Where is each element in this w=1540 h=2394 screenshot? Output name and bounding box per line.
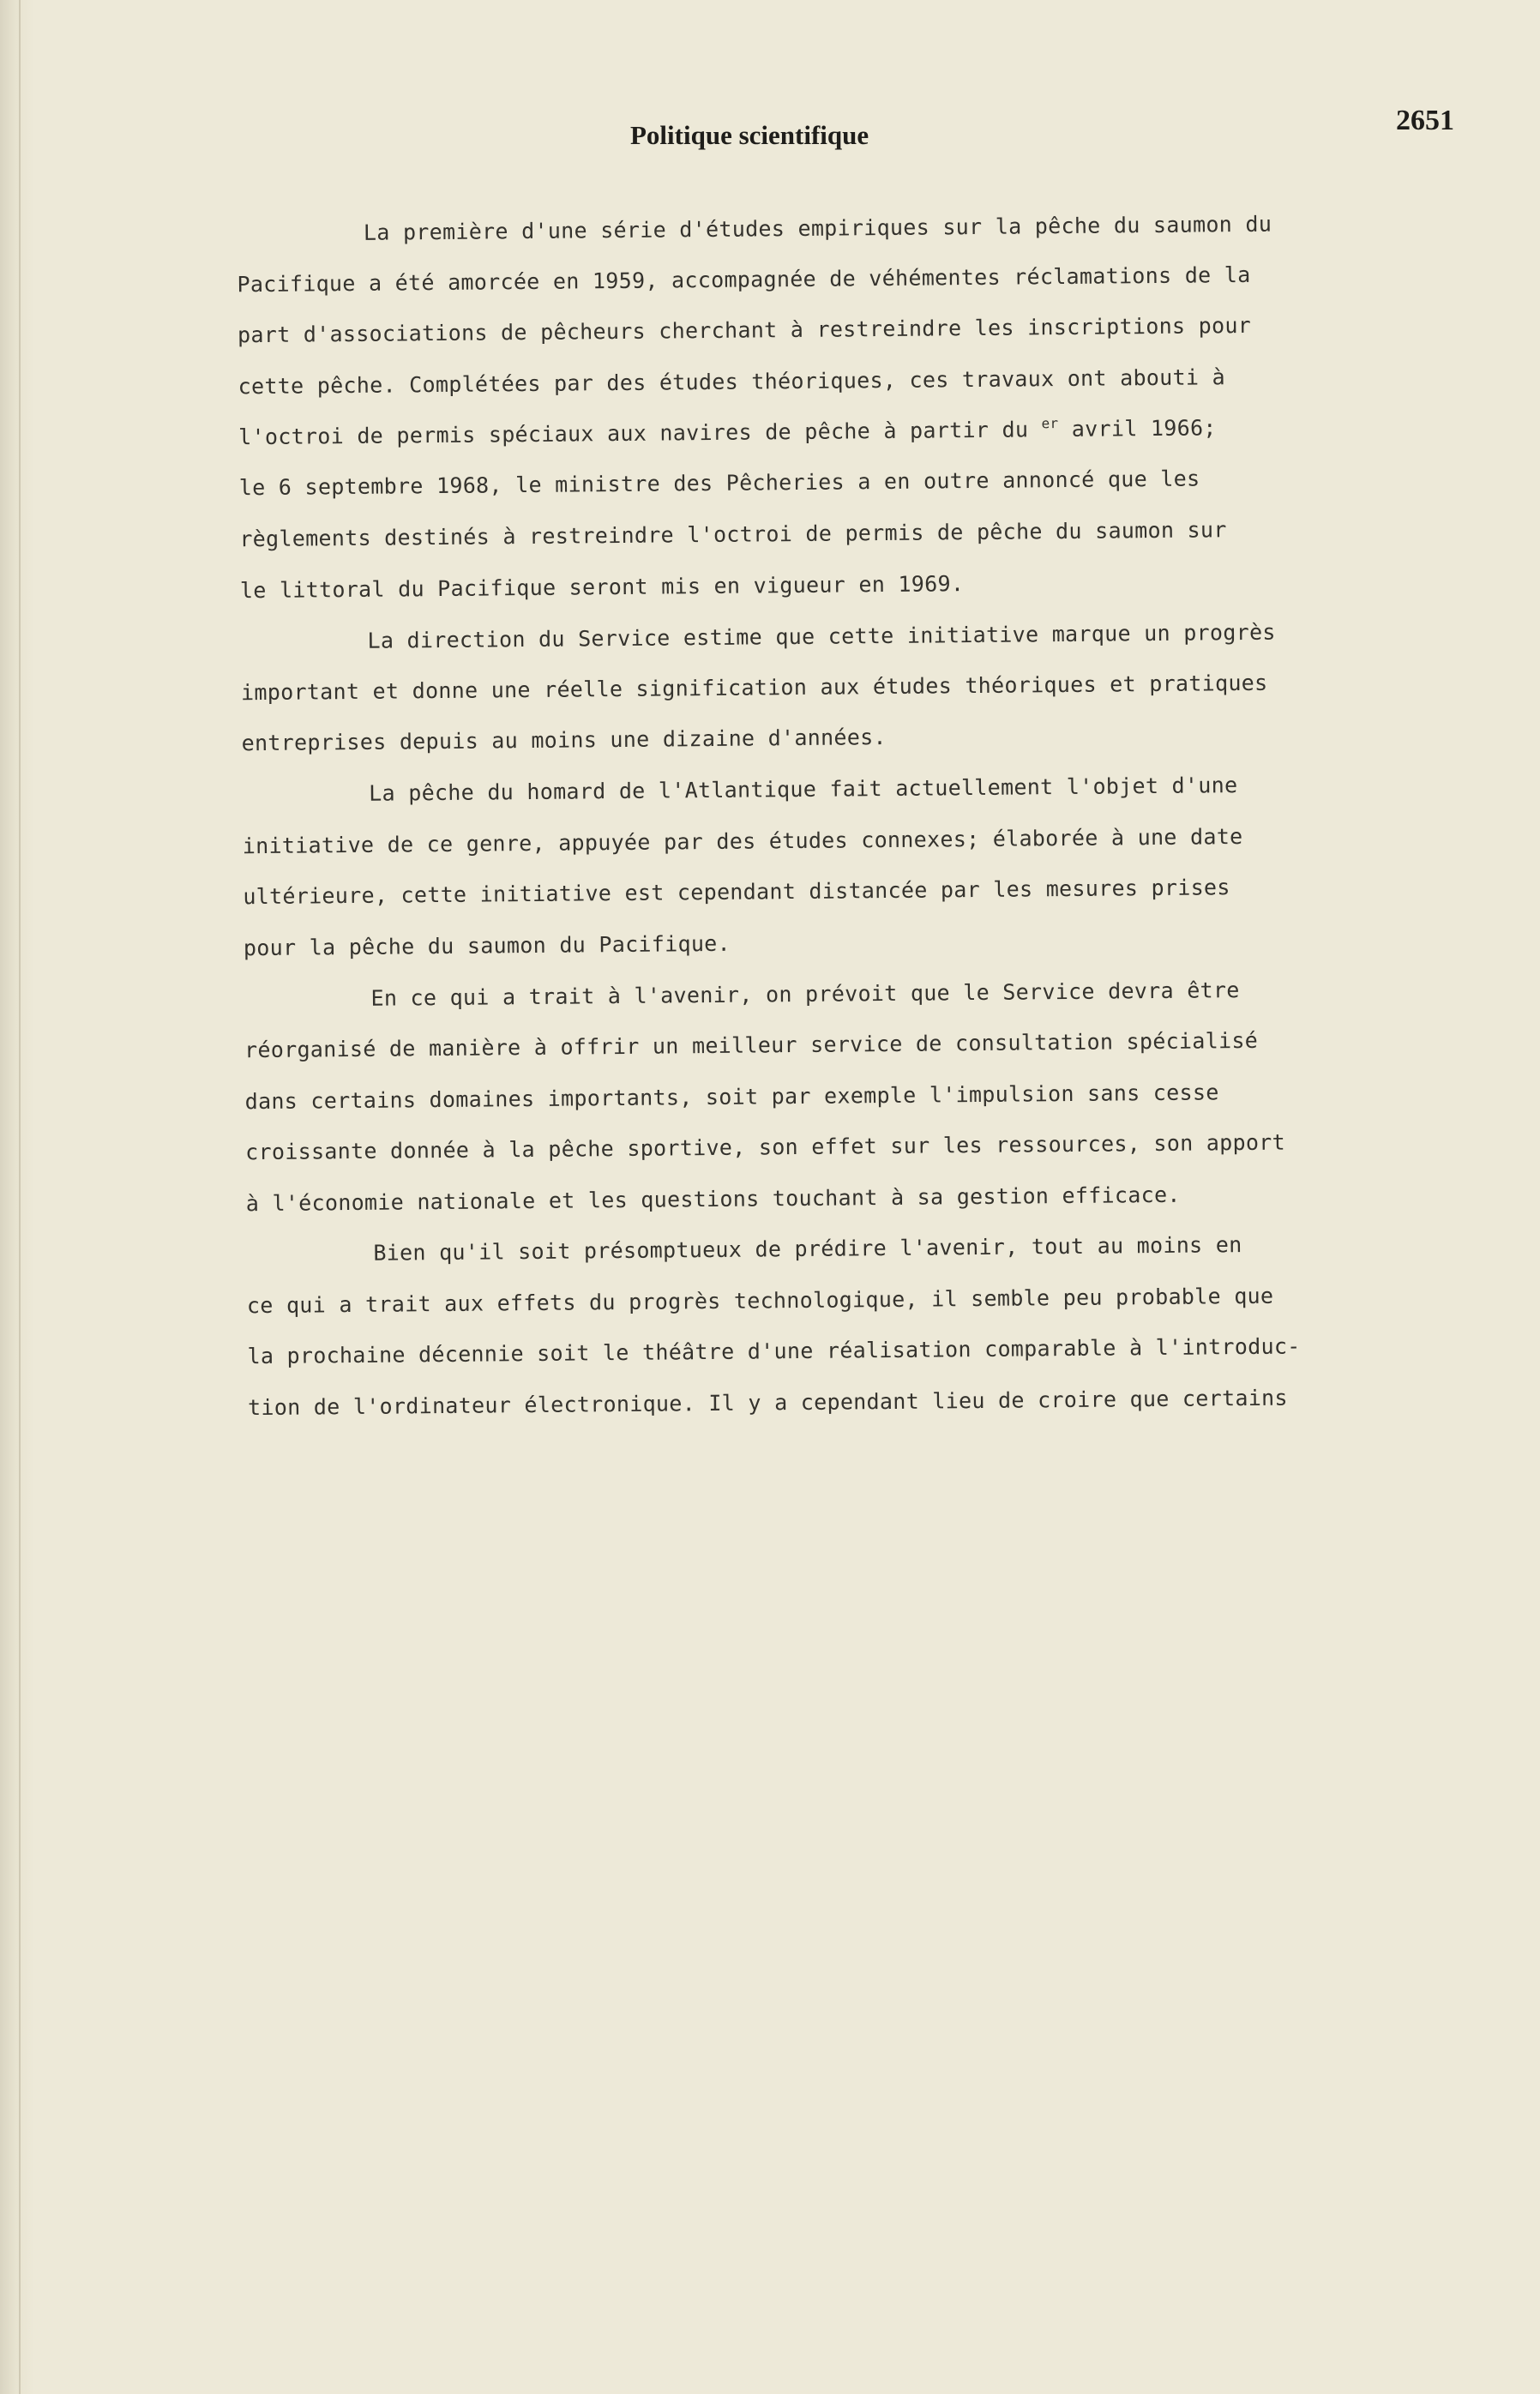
text-line: initiative de ce genre, appuyée par des études connexes; élaborée à une date — [242, 824, 1243, 859]
page-number: 2651 — [1396, 105, 1454, 136]
text-line: important et donne une réelle signification aux études théoriques et pratiques — [240, 670, 1268, 706]
text-line: règlements destinés à restreindre l'octroi de permis de pêche du saumon sur — [239, 517, 1227, 552]
text-line: cette pêche. Complétées par des études théoriques, ces travaux ont abouti à — [238, 364, 1226, 400]
text-line: dans certains domaines importants, soit par exemple l'impulsion sans cesse — [244, 1080, 1219, 1115]
running-title: Politique scientifique — [630, 120, 869, 150]
text-line: tion de l'ordinateur électronique. Il y a cependant lieu de croire que certains — [247, 1385, 1288, 1421]
text-line-start: l'octroi de permis spéciaux aux navires de pêche à partir du — [238, 417, 1042, 450]
text-line: croissante donnée à la pêche sportive, son effet sur les ressources, son apport — [245, 1129, 1286, 1165]
text-line: à l'économie nationale et les questions touchant à sa gestion efficace. — [245, 1182, 1181, 1217]
text-line: Bien qu'il soit présomptueux de prédire l'avenir, tout au moins en — [373, 1232, 1242, 1266]
text-line: La direction du Service estime que cette initiative marque un progrès — [367, 619, 1276, 653]
text-line: réorganisé de manière à offrir un meilleur service de consultation spécialisé — [244, 1027, 1259, 1063]
text-line: Pacifique a été amorcée en 1959, accompagnée de véhémentes réclamations de la — [237, 262, 1251, 298]
text-line: entreprises depuis au moins une dizaine d'années. — [241, 725, 887, 756]
text-line: En ce qui a trait à l'avenir, on prévoit que le Service devra être — [370, 977, 1240, 1011]
superscript: er — [1041, 415, 1059, 432]
text-line — [238, 415, 1217, 449]
text-line: le 6 septembre 1968, le ministre des Pêcheries a en outre annoncé que les — [238, 466, 1200, 501]
text-line: La pêche du homard de l'Atlantique fait actuellement l'objet d'une — [369, 773, 1238, 806]
text-line: ce qui a trait aux effets du progrès technologique, il semble peu probable que — [246, 1283, 1274, 1319]
text-line: la prochaine décennie soit le théâtre d'une réalisation comparable à l'introduc- — [247, 1333, 1301, 1369]
text-line: ultérieure, cette initiative est cependant distancée par les mesures prises — [243, 875, 1230, 910]
text-line: le littoral du Pacifique seront mis en vigueur en 1969. — [239, 571, 965, 604]
text-line: La première d'une série d'études empiriques sur la pêche du saumon du — [363, 211, 1272, 245]
text-line: pour la pêche du saumon du Pacifique. — [243, 930, 731, 961]
text-line-end: avril 1966; — [1058, 415, 1217, 442]
text-line: part d'associations de pêcheurs cherchant à restreindre les inscriptions pour — [237, 312, 1252, 348]
